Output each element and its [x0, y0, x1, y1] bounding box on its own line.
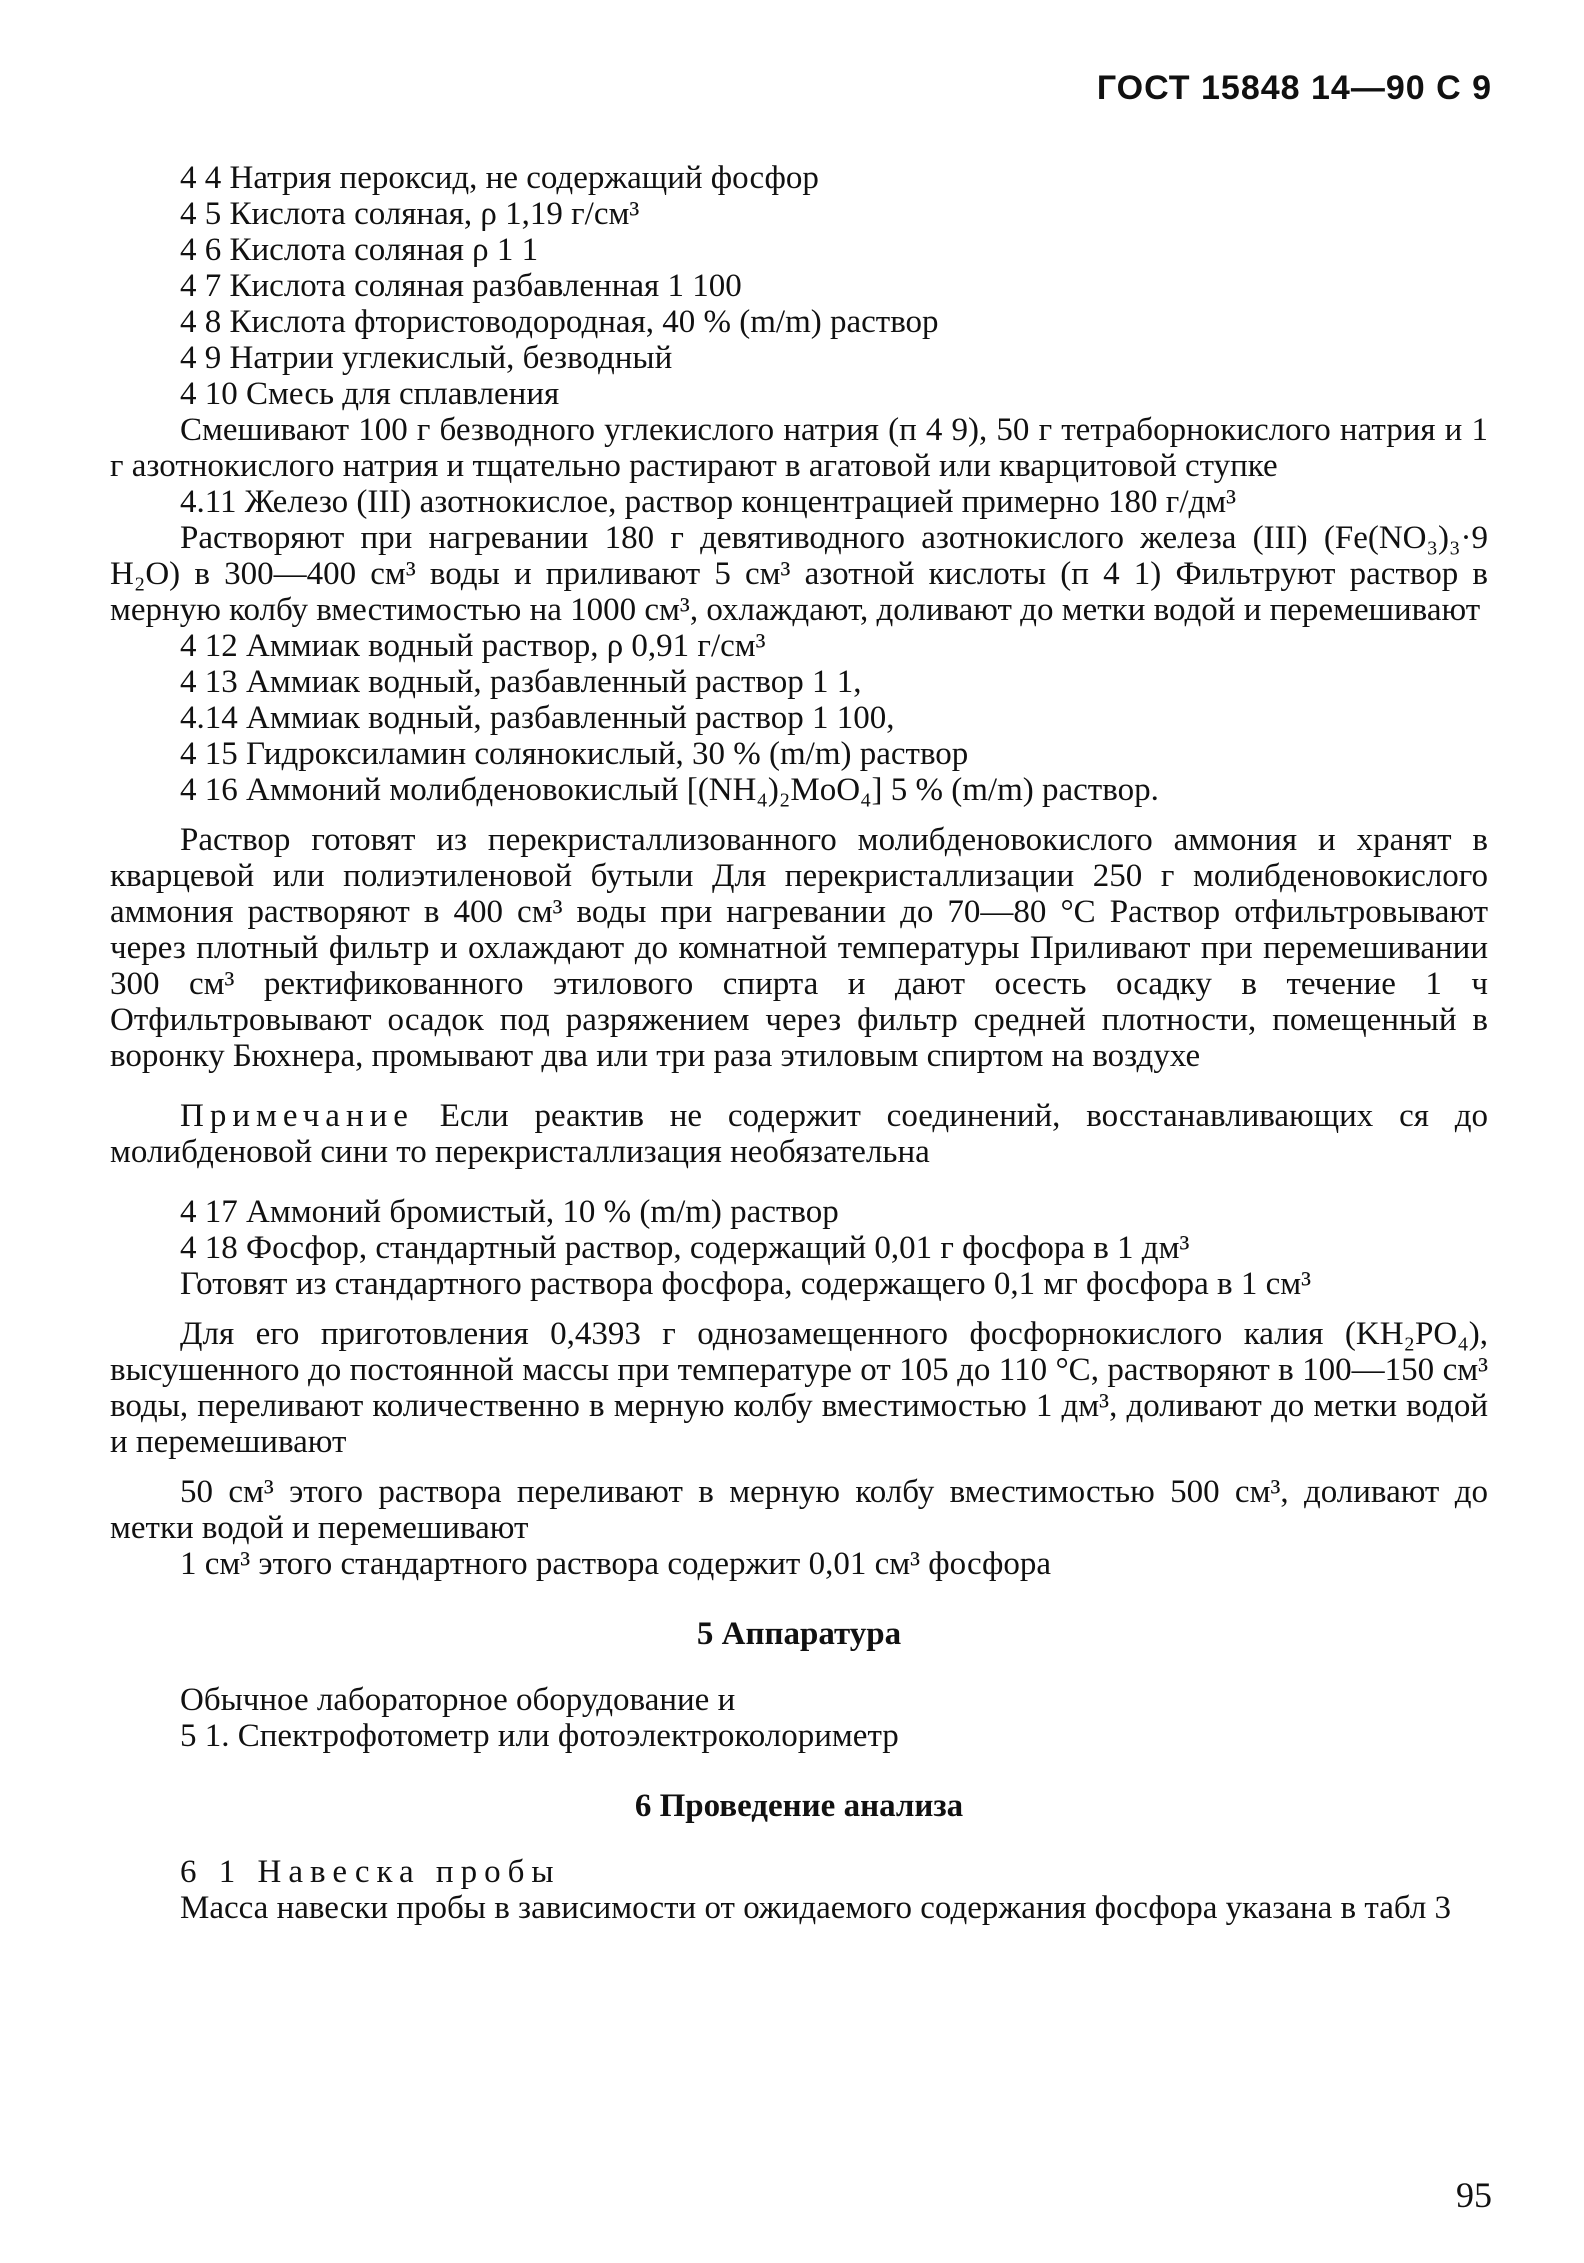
document-body — [110, 160, 1488, 1926]
list-item: 4 10 Смесь для сплавления — [180, 376, 560, 412]
page-number: 95 — [1456, 2175, 1492, 2215]
note-text: Если реактив не содержит соединений, восстанавливающих ся до молибденовой сини то перекристаллизация необязательна — [110, 1098, 1489, 1170]
section-title: 5 Аппаратура — [696, 1616, 902, 1652]
paragraph: 4.11 Железо (III) азотнокислое, раствор концентрацией примерно 180 г/дм³ — [180, 484, 1237, 520]
list-item: 4 7 Кислота соляная разбавленная 1 100 — [180, 268, 742, 304]
list-item: 4.14 Аммиак водный, разбавленный раствор 1 100, — [180, 700, 895, 736]
list-item: 5 1. Спектрофотометр или фотоэлектроколориметр — [180, 1718, 899, 1754]
note-paragraph — [110, 1098, 1488, 1170]
paragraph: Обычное лабораторное оборудование и — [180, 1682, 736, 1718]
list-item: 4 9 Натрии углекислый, безводный — [180, 340, 673, 376]
list-item: 4 17 Аммоний бромистый, 10 % (m/m) раствор — [180, 1194, 839, 1230]
note-label: Примечание — [180, 1098, 414, 1134]
list-item: 4 13 Аммиак водный, разбавленный раствор 1 1, — [180, 664, 862, 700]
list-item: 4 4 Натрия пероксид, не содержащий фосфор — [180, 160, 819, 196]
paragraph: Готовят из стандартного раствора фосфора, содержащего 0,1 мг фосфора в 1 см³ — [180, 1266, 1312, 1302]
list-item: 4 18 Фосфор, стандартный раствор, содержащий 0,01 г фосфора в 1 дм³ — [180, 1230, 1190, 1266]
paragraph: Раствор готовят из перекристаллизованного молибденовокислого аммония и хранят в кварцевой или полиэтиленовой бутыли Для перекристаллизации 250 г молибденовокислого аммония растворяют в 400 см³ воды при нагревании до 70—80 °С Раствор отфильтровывают через плотный фильтр и охлаждают до комнатной температуры Приливают при перемешивании 300 см³ ректификованного этилового спирта и дают осесть осадку в течение 1 ч Отфильтровывают осадок под разряжением через фильтр средней плотности, помещенный в воронку Бюхнера, промывают два или три раза этиловым спиртом на воздухе — [110, 822, 1488, 1074]
paragraph: Для его приготовления 0,4393 г однозамещенного фосфорнокислого калия (KH₂PO₄), высушенного до постоянной массы при температуре от 105 до 110 °С, растворяют в 100—150 см³ воды, переливают количественно в мерную колбу вместимостью 1 дм³, доливают до метки водой и перемешивают — [110, 1316, 1488, 1460]
paragraph: Растворяют при нагревании 180 г девятиводного азотнокислого железа (III) (Fe(NO₃)₃·9 H₂O) в 300—400 см³ воды и приливают 5 см³ азотной кислоты (п 4 1) Фильтруют раствор в мерную колбу вместимостью на 1000 см³, охлаждают, доливают до метки водой и перемешивают — [110, 520, 1488, 628]
list-item: 4 6 Кислота соляная ρ 1 1 — [180, 232, 539, 268]
list-item: 4 12 Аммиак водный раствор, ρ 0,91 г/см³ — [180, 628, 766, 664]
list-item: 4 16 Аммоний молибденовокислый [(NH₄)₂MoO₄] 5 % (m/m) раствор. — [180, 772, 1159, 808]
subsection-title: 6 1 Навеска пробы — [180, 1854, 561, 1890]
paragraph: Масса навески пробы в зависимости от ожидаемого содержания фосфора указана в табл 3 — [180, 1890, 1452, 1926]
section-title: 6 Проведение анализа — [634, 1788, 964, 1824]
list-item: 4 5 Кислота соляная, ρ 1,19 г/см³ — [180, 196, 640, 232]
list-item: 4 15 Гидроксиламин солянокислый, 30 % (m/m) раствор — [180, 736, 969, 772]
paragraph: 1 см³ этого стандартного раствора содержит 0,01 см³ фосфора — [180, 1546, 1052, 1582]
paragraph: Смешивают 100 г безводного углекислого натрия (п 4 9), 50 г тетраборнокислого натрия и 1 г азотнокислого натрия и тщательно растирают в агатовой или кварцитовой ступке — [110, 412, 1488, 484]
list-item: 4 8 Кислота фтористоводородная, 40 % (m/m) раствор — [180, 304, 939, 340]
paragraph: 50 см³ этого раствора переливают в мерную колбу вместимостью 500 см³, доливают до метки водой и перемешивают — [110, 1474, 1488, 1546]
document-header: ГОСТ 15848 14—90 С 9 — [1096, 69, 1492, 107]
